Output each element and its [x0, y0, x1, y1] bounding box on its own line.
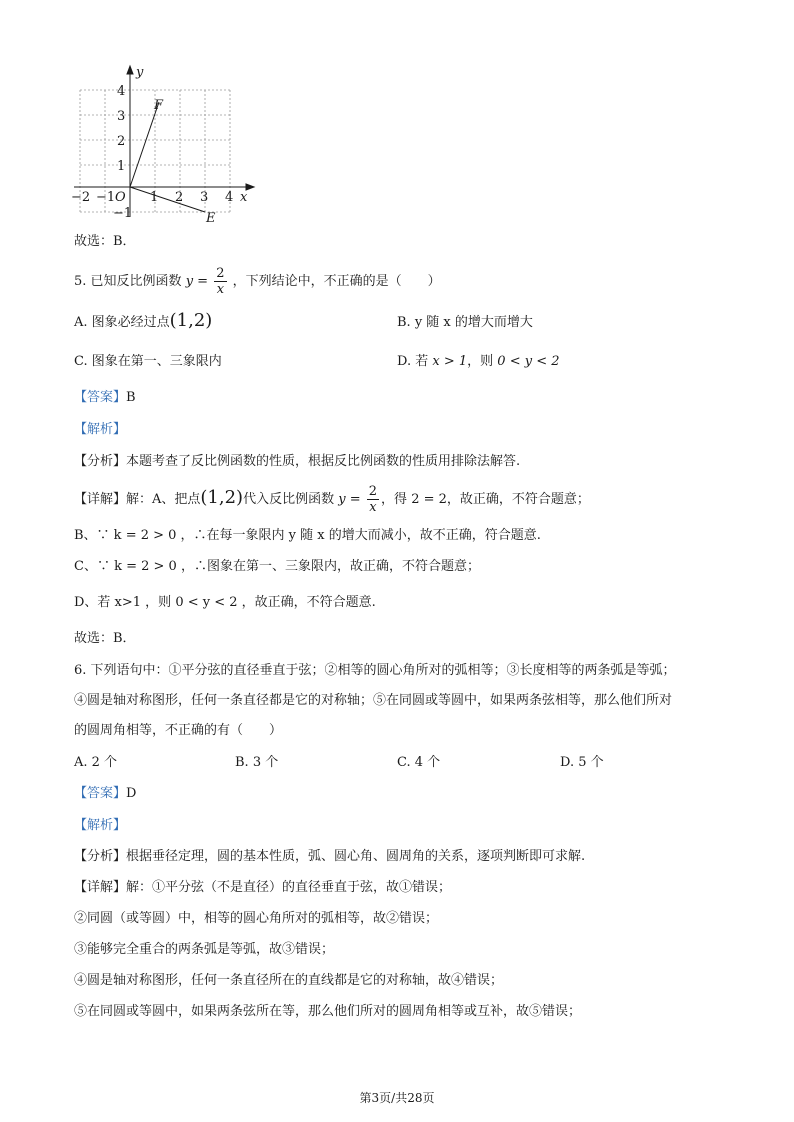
detail-a-part3: ，得: [381, 492, 408, 507]
q5-stem-prefix: 5. 已知反比例函数: [74, 274, 182, 289]
q6-stem-line3: 的圆周角相等，不正确的有（ ）: [74, 723, 283, 738]
top-choice: 故选：B．: [74, 234, 136, 249]
q5-option-b: B. y 随 x 的增大而增大: [397, 315, 533, 330]
point-E-label: E: [206, 211, 216, 222]
detail-fraction: [367, 484, 379, 515]
option-d-prefix: D. 若: [397, 354, 429, 369]
q5-option-c: C. 图象在第一、三象限内: [74, 354, 222, 369]
q6-option-c: C. 4 个: [397, 755, 441, 770]
option-a-text: A. 图象必经过点: [74, 315, 170, 330]
fraction-numerator: 2: [216, 266, 225, 281]
q5-fn-y: y: [185, 274, 194, 289]
page-footer: 第3页/共28页: [359, 1091, 435, 1105]
x-tick-label: 1: [150, 190, 159, 205]
q6-option-d: D. 5 个: [560, 755, 604, 770]
detail-a-part1: 解：A、把点: [126, 492, 201, 507]
option-d-result: 0 < y < 2: [497, 354, 560, 369]
q6-option-b: B. 3 个: [235, 755, 279, 770]
x-axis-label: x: [240, 190, 248, 205]
q5-stem: 5. 已知反比例函数 y = $\frac{2}{x}$ ，下列结论中，不正确的是（ ）: [74, 266, 441, 297]
fraction-denominator: x: [216, 282, 225, 297]
q5-answer: [74, 389, 136, 407]
fraction-denominator: x: [369, 500, 377, 515]
q5-fraction: [214, 266, 226, 297]
q6-analysis-tag: 【解析】: [74, 818, 127, 833]
detail-a-point: (1,2): [200, 487, 244, 508]
origin-label: O: [115, 190, 126, 205]
y-tick-label: 4: [117, 84, 126, 99]
detail-a-part4: ，故正确，不符合题意；: [446, 492, 590, 507]
q6-stem-line1: 6. 下列语句中：①平分弦的直径垂直于弦；②相等的圆心角所对的弧相等；③长度相等的两条弧是等弧；: [74, 663, 676, 678]
q6-option-a: A. 2 个: [74, 755, 118, 770]
y-axis-label: y: [136, 65, 144, 80]
x-tick-label: 3: [200, 190, 209, 205]
q6-answer: [74, 785, 136, 803]
x-tick-label: 2: [175, 190, 184, 205]
answer-value: D: [126, 786, 137, 801]
q5-stem-suffix: ，下列结论中，不正确的是（ ）: [232, 274, 441, 289]
q5-option-d: [397, 353, 560, 371]
y-tick-label: 3: [117, 109, 126, 124]
y-tick-label: −1: [113, 206, 133, 221]
q5-detail-c: C、∵ k = 2 > 0 ，∴图象在第一、三象限内，故正确，不符合题意；: [74, 559, 480, 574]
q6-stem-line2: ④圆是轴对称图形，任何一条直径都是它的对称轴；⑤在同圆或等圆中，如果两条弦相等，那么他们所对: [74, 693, 673, 708]
fenxi-text: 根据垂径定理，圆的基本性质，弧、圆心角、圆周角的关系，逐项判断即可求解.: [126, 849, 586, 864]
detail-fn-y: y: [338, 492, 346, 507]
q6-detail-3: ③能够完全重合的两条弧是等弧，故③错误；: [74, 942, 335, 957]
x-tick-label: 4: [225, 190, 234, 205]
q6-detail-2: ②同圆（或等圆）中，相等的圆心角所对的弧相等，故②错误；: [74, 911, 439, 926]
detail-tag: 【详解】: [74, 880, 127, 895]
coordinate-graph: [68, 62, 258, 222]
answer-tag: 【答案】: [74, 390, 127, 405]
q5-option-a: [74, 312, 212, 332]
option-a-point: (1,2): [169, 310, 213, 331]
q5-detail-b: B、∵ k = 2 > 0 ，∴在每一象限内 y 随 x 的增大而减小，故不正确，符合题意.: [74, 528, 541, 543]
q5-fenxi: [74, 453, 520, 471]
point-F-label: F: [154, 98, 164, 113]
fenxi-tag: 【分析】: [74, 454, 127, 469]
q5-choice: 故选：B．: [74, 631, 136, 646]
q5-detail-a: 【详解】解：A、把点(1,2)代入反比例函数 y = $\frac{2}{x}$ ，得 2 = 2，故正确，不符合题意；: [74, 484, 590, 515]
answer-tag: 【答案】: [74, 786, 127, 801]
segment-OE: [130, 187, 205, 212]
detail-a-part2: 代入反比例函数: [243, 492, 335, 507]
q5-analysis-tag: 【解析】: [74, 422, 127, 437]
option-d-mid: ，则: [467, 354, 494, 369]
y-tick-label: 1: [117, 159, 126, 174]
q6-detail-4: ④圆是轴对称图形，任何一条直径所在的直线都是它的对称轴，故④错误；: [74, 973, 504, 988]
option-d-condition: x > 1: [432, 354, 468, 369]
q6-detail-1: [74, 879, 451, 897]
q6-fenxi: [74, 848, 585, 866]
fenxi-tag: 【分析】: [74, 849, 127, 864]
detail-a-equation: 2 = 2: [411, 492, 447, 507]
y-tick-label: 2: [117, 134, 126, 149]
fenxi-text: 本题考查了反比例函数的性质，根据反比例函数的性质用排除法解答.: [126, 454, 521, 469]
detail-tag: 【详解】: [74, 492, 127, 507]
answer-value: B: [126, 390, 136, 405]
fraction-numerator: 2: [368, 484, 378, 499]
x-tick-label: −1: [96, 190, 116, 205]
q6-detail-5: ⑤在同圆或等圆中，如果两条弦所在等，那么他们所对的圆周角相等或互补，故⑤错误；: [74, 1004, 582, 1019]
x-tick-label: −2: [71, 190, 91, 205]
q5-detail-d: D、若 x>1 ，则 0 < y < 2 ，故正确，不符合题意.: [74, 595, 376, 610]
detail-text: 解：①平分弦（不是直径）的直径垂直于弦，故①错误；: [126, 880, 452, 895]
